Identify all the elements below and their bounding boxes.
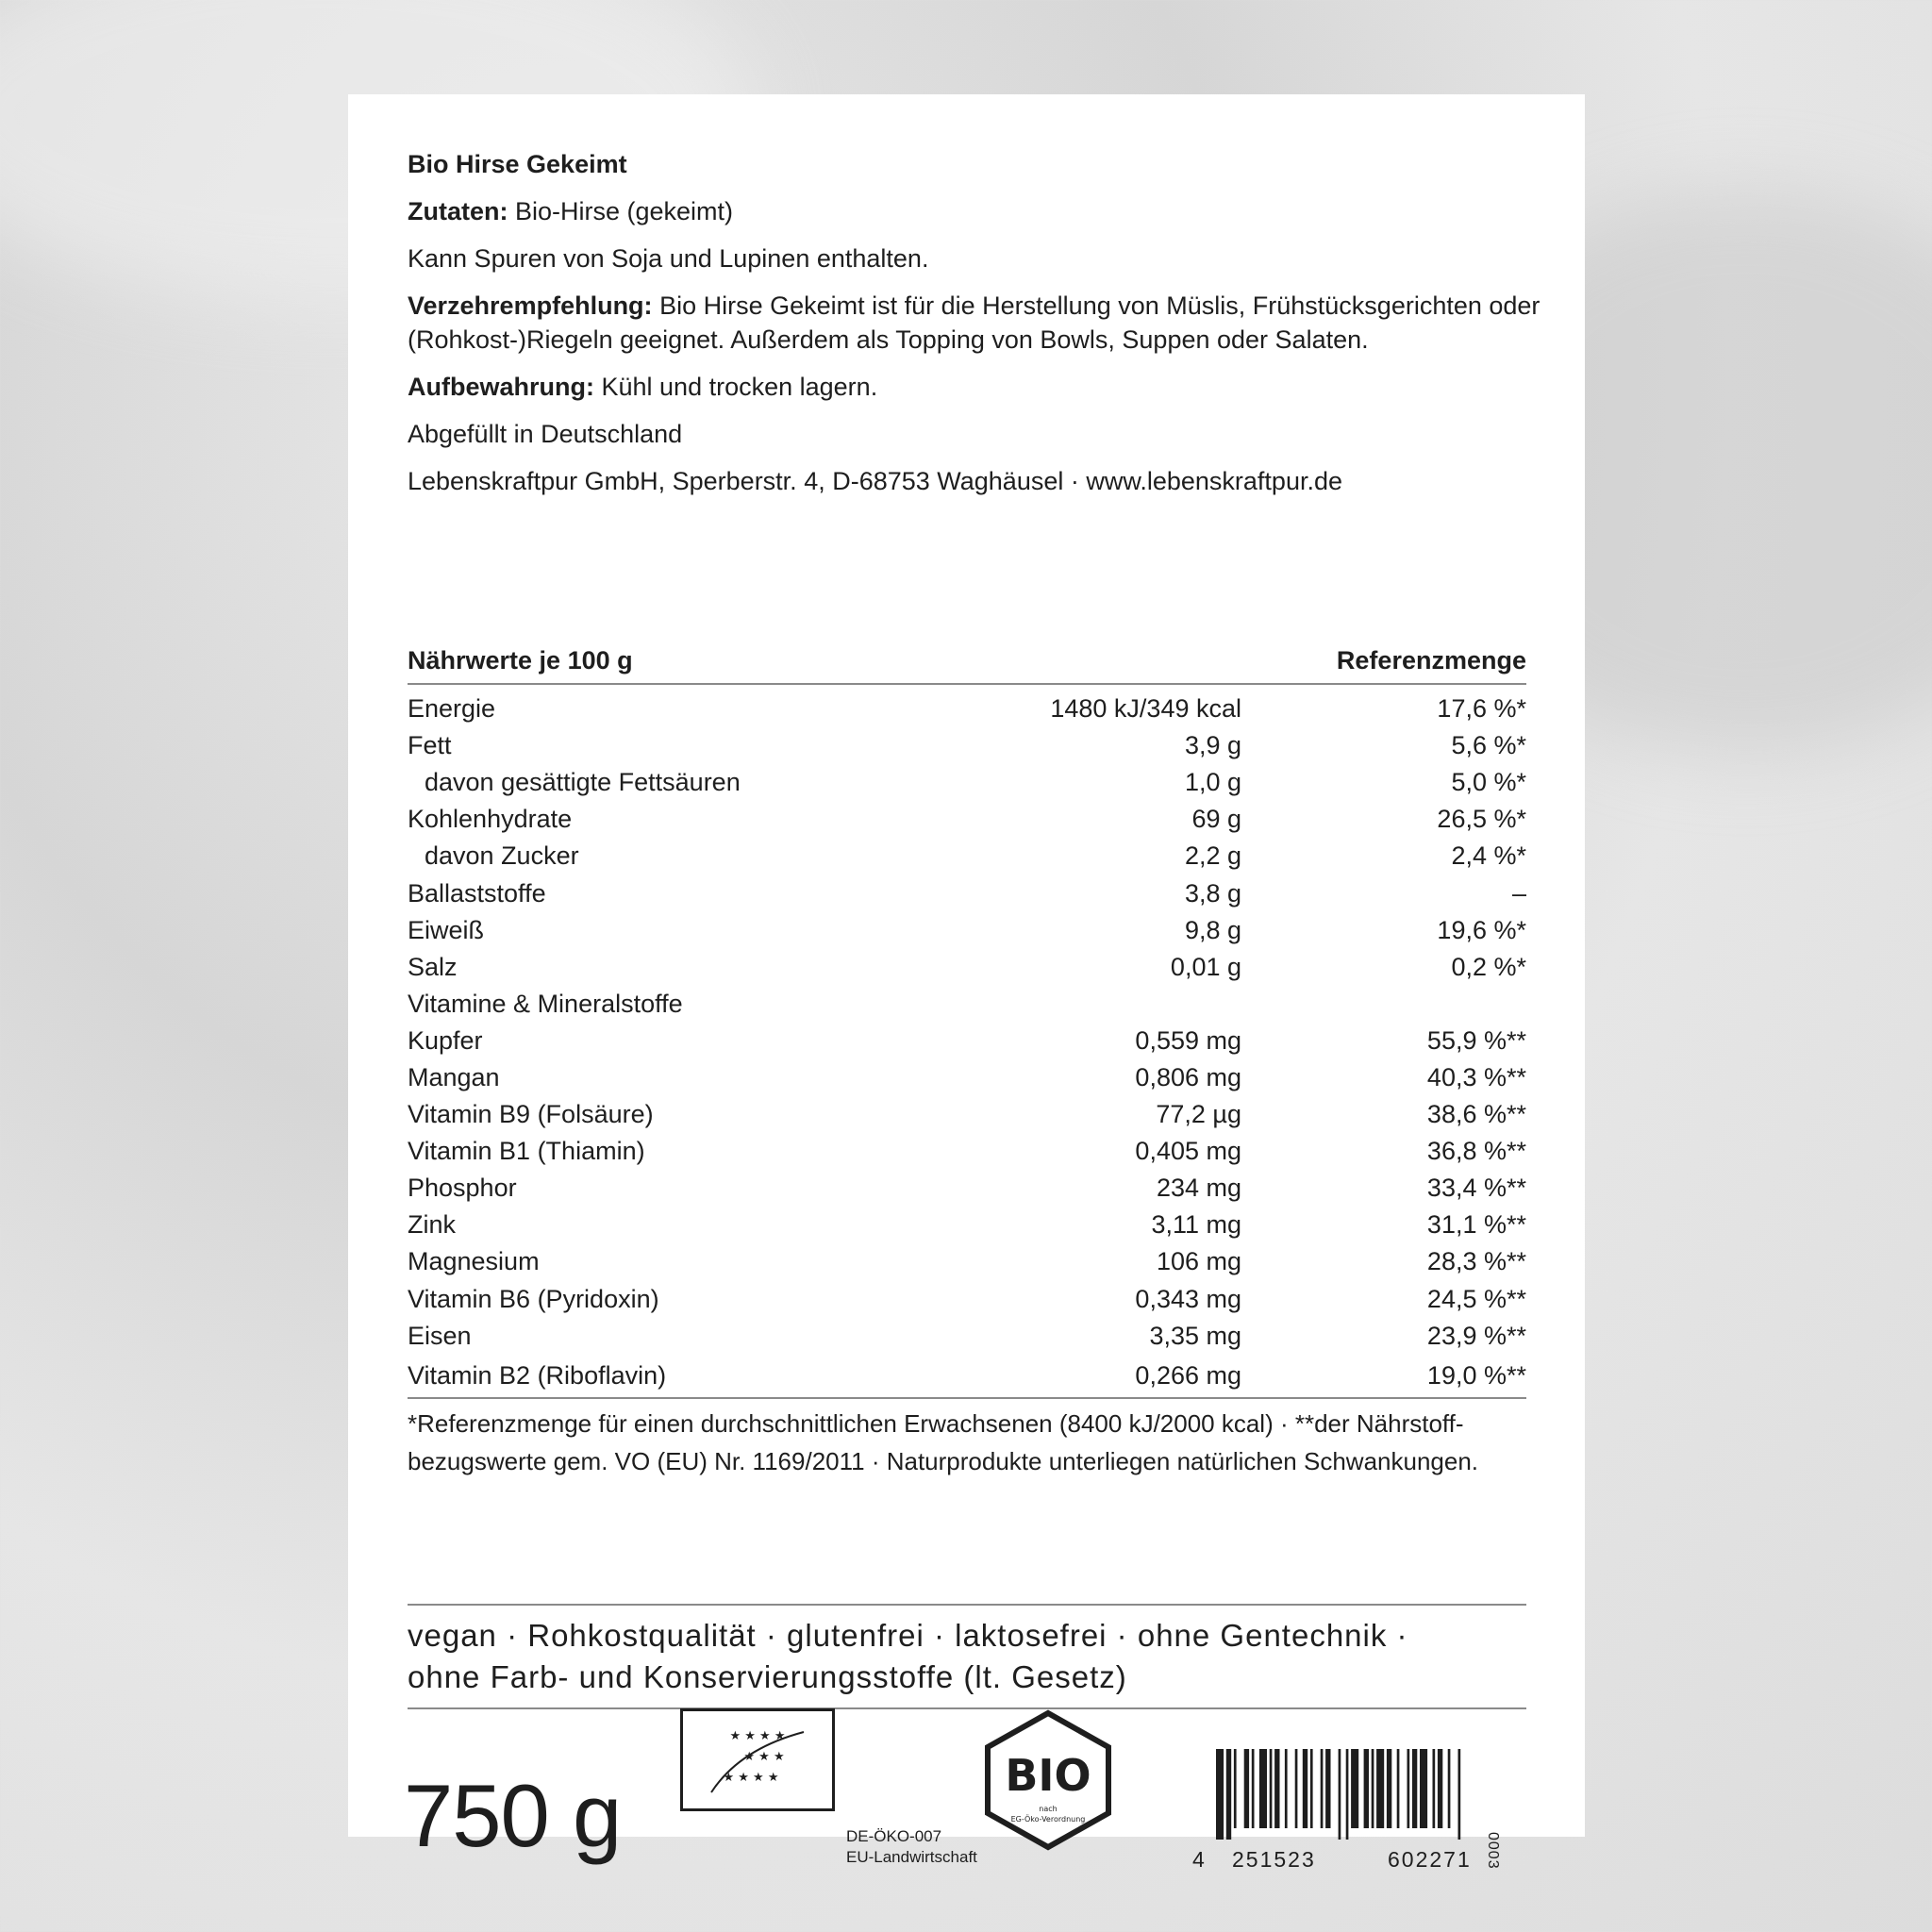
eu-organic-code: DE-ÖKO-007 — [846, 1827, 942, 1845]
nutrition-row — [408, 912, 1526, 949]
net-weight: 750 g — [404, 1766, 622, 1865]
nutrient-reference: 38,6 %** — [1426, 1100, 1526, 1129]
barcode-digits-group-2: 602271 — [1388, 1847, 1472, 1872]
nutrition-table — [408, 634, 1526, 1480]
barcode-bar — [1270, 1749, 1273, 1828]
nutrient-group-heading: Vitamine & Mineralstoffe — [408, 989, 683, 1018]
nutrition-row — [408, 1355, 1526, 1397]
nutrition-row — [408, 1096, 1526, 1133]
nutrient-reference: 26,5 %* — [1437, 805, 1526, 834]
barcode-bar — [1321, 1749, 1324, 1828]
barcode-bar — [1285, 1749, 1288, 1828]
nutrition-header-right: Referenzmenge — [1336, 646, 1526, 675]
footnote-line-1: *Referenzmenge für einen durchschnittlichen Erwachsenen (8400 kJ/2000 kcal) · **der Nährstoff- — [408, 1408, 1464, 1438]
nutrition-row — [408, 1170, 1526, 1207]
barcode-bar — [1234, 1749, 1237, 1828]
nutrient-name: Kupfer — [408, 1025, 483, 1055]
barcode-bar — [1295, 1749, 1298, 1828]
nutrient-amount: 0,266 mg — [1135, 1360, 1241, 1390]
nutrient-name: davon gesättigte Fettsäuren — [425, 768, 741, 797]
nutrition-row — [408, 1023, 1526, 1059]
ingredients — [408, 194, 1526, 228]
nutrient-amount: 0,806 mg — [1135, 1062, 1241, 1091]
nutrition-row — [408, 949, 1526, 986]
nutrient-amount: 3,35 mg — [1149, 1321, 1241, 1350]
barcode-bar — [1274, 1749, 1279, 1828]
nutrient-name: Salz — [408, 952, 458, 981]
bio-seal-icon — [982, 1709, 1114, 1851]
nutrient-name: Zink — [408, 1210, 457, 1240]
barcode-bar — [1339, 1749, 1341, 1840]
nutrient-reference: 23,9 %** — [1426, 1321, 1526, 1350]
barcode-bar — [1310, 1749, 1313, 1828]
barcode-bar — [1397, 1749, 1400, 1828]
eu-organic-text — [846, 1826, 977, 1868]
recommendation — [408, 289, 1541, 323]
bio-seal-sub-2: EG-Öko-Verordnung — [1010, 1815, 1086, 1824]
nutrient-reference: 31,1 %** — [1426, 1210, 1526, 1240]
nutrition-row — [408, 1281, 1526, 1318]
nutrient-reference: 19,6 %* — [1437, 915, 1526, 944]
svg-text:★ ★ ★ ★: ★ ★ ★ ★ — [723, 1771, 779, 1785]
nutrient-name: Energie — [408, 694, 496, 724]
nutrient-name: Ballaststoffe — [408, 878, 546, 908]
ingredients-label: Zutaten: — [408, 197, 508, 225]
product-claims — [408, 1604, 1526, 1709]
barcode-bar — [1387, 1749, 1391, 1828]
nutrition-row — [408, 1133, 1526, 1170]
storage-text: Kühl und trocken lagern. — [601, 373, 878, 401]
nutrition-row — [408, 691, 1526, 727]
barcode-bar — [1448, 1749, 1451, 1828]
nutrient-amount: 1480 kJ/349 kcal — [1050, 694, 1241, 724]
nutrient-reference: 28,3 %** — [1426, 1247, 1526, 1276]
eu-organic-origin: EU-Landwirtschaft — [846, 1848, 977, 1866]
nutrient-name: Kohlenhydrate — [408, 805, 573, 834]
barcode-bar — [1244, 1749, 1249, 1828]
nutrient-reference: 36,8 %** — [1426, 1137, 1526, 1166]
ingredients-text: Bio-Hirse (gekeimt) — [515, 197, 734, 225]
barcode-bar — [1351, 1749, 1358, 1828]
nutrition-row — [408, 1243, 1526, 1280]
nutrient-name: Vitamin B1 (Thiamin) — [408, 1137, 645, 1166]
nutrient-name: Phosphor — [408, 1174, 517, 1203]
nutrient-reference: 2,4 %* — [1451, 841, 1526, 871]
svg-text:★ ★ ★: ★ ★ ★ — [743, 1750, 785, 1764]
barcode-bar — [1226, 1749, 1231, 1840]
nutrient-name: Eisen — [408, 1321, 472, 1350]
barcode-bar — [1458, 1749, 1461, 1840]
barcode-bar — [1252, 1749, 1255, 1828]
recommendation-label: Verzehrempfehlung: — [408, 291, 653, 320]
barcode-bar — [1420, 1749, 1427, 1828]
barcode-side-number: 0003 — [1485, 1832, 1501, 1870]
barcode-bar — [1433, 1749, 1436, 1828]
nutrition-row — [408, 801, 1526, 838]
nutrient-reference: 0,2 %* — [1451, 952, 1526, 981]
nutrient-amount: 0,405 mg — [1135, 1137, 1241, 1166]
nutrition-row — [408, 1207, 1526, 1243]
nutrient-reference: 5,0 %* — [1451, 768, 1526, 797]
recommendation-line-1: Bio Hirse Gekeimt ist für die Herstellung von Müslis, Frühstücksgerichten oder — [659, 291, 1541, 320]
nutrient-name: Vitamin B9 (Folsäure) — [408, 1100, 654, 1129]
nutrition-footnote — [408, 1397, 1526, 1480]
nutrient-amount: 0,01 g — [1170, 952, 1241, 981]
nutrient-reference: 5,6 %* — [1451, 731, 1526, 760]
nutrient-amount: 2,2 g — [1184, 841, 1241, 871]
nutrient-reference: 19,0 %** — [1426, 1360, 1526, 1390]
nutrient-name: Mangan — [408, 1062, 500, 1091]
nutrient-name: davon Zucker — [425, 841, 579, 871]
claims-line-1: vegan · Rohkostqualität · glutenfrei · laktosefrei · ohne Gentechnik · — [408, 1618, 1408, 1653]
claims-line-2: ohne Farb- und Konservierungsstoffe (lt. Gesetz) — [408, 1659, 1127, 1694]
barcode-bar — [1372, 1749, 1374, 1828]
barcode-bar — [1412, 1749, 1417, 1828]
company-address: Lebenskraftpur GmbH, Sperberstr. 4, D-68753 Waghäusel · www.lebenskraftpur.de — [408, 467, 1342, 495]
nutrition-row — [408, 764, 1526, 801]
nutrition-row — [408, 727, 1526, 764]
footnote-line-2: bezugswerte gem. VO (EU) Nr. 1169/2011 · Naturprodukte unterliegen natürlichen Schwankungen. — [408, 1446, 1479, 1475]
nutrition-row — [408, 1318, 1526, 1355]
storage — [408, 370, 1526, 404]
nutrient-amount: 106 mg — [1156, 1247, 1241, 1276]
recommendation-line-2: (Rohkost-)Riegeln geeignet. Außerdem als Topping von Bowls, Suppen oder Salaten. — [408, 325, 1369, 354]
nutrient-amount: 234 mg — [1156, 1174, 1241, 1203]
nutrient-name: Eiweiß — [408, 915, 485, 944]
svg-text:★ ★ ★ ★: ★ ★ ★ ★ — [729, 1729, 786, 1743]
nutrient-amount: 9,8 g — [1184, 915, 1241, 944]
nutrient-reference: – — [1511, 878, 1526, 908]
nutrient-amount: 3,8 g — [1184, 878, 1241, 908]
nutrient-reference: 33,4 %** — [1426, 1174, 1526, 1203]
barcode-digit-first: 4 — [1192, 1847, 1207, 1872]
nutrient-amount: 3,11 mg — [1151, 1210, 1241, 1240]
barcode-bar — [1376, 1749, 1384, 1828]
nutrient-name: Fett — [408, 731, 452, 760]
barcode-bar — [1346, 1749, 1349, 1840]
nutrition-header-left: Nährwerte je 100 g — [408, 646, 633, 675]
nutrition-header — [408, 634, 1526, 685]
nutrient-amount: 3,9 g — [1184, 731, 1241, 760]
nutrient-amount: 69 g — [1191, 805, 1241, 834]
nutrient-name: Vitamin B2 (Riboflavin) — [408, 1360, 667, 1390]
barcode-bar — [1325, 1749, 1330, 1828]
nutrient-amount: 77,2 µg — [1156, 1100, 1241, 1129]
barcode-bar — [1364, 1749, 1369, 1828]
nutrition-row — [408, 986, 1526, 1023]
barcode — [1216, 1749, 1527, 1840]
bio-seal-word: BIO — [1005, 1750, 1091, 1801]
nutrient-name: Vitamin B6 (Pyridoxin) — [408, 1284, 659, 1313]
nutrient-reference: 24,5 %** — [1426, 1284, 1526, 1313]
nutrition-rows — [408, 691, 1526, 1397]
barcode-bar — [1303, 1749, 1307, 1828]
storage-label: Aufbewahrung: — [408, 373, 594, 401]
barcode-bar — [1407, 1749, 1410, 1828]
nutrient-amount: 1,0 g — [1184, 768, 1241, 797]
barcode-bar — [1216, 1749, 1224, 1840]
allergen-note: Kann Spuren von Soja und Lupinen enthalten. — [408, 244, 929, 273]
nutrient-name: Magnesium — [408, 1247, 540, 1276]
eu-organic-leaf-icon — [680, 1708, 835, 1811]
nutrition-row — [408, 1059, 1526, 1096]
nutrient-amount: 0,343 mg — [1135, 1284, 1241, 1313]
nutrient-reference: 55,9 %** — [1426, 1025, 1526, 1055]
nutrient-reference: 40,3 %** — [1426, 1062, 1526, 1091]
barcode-bar — [1438, 1749, 1442, 1828]
nutrition-row — [408, 838, 1526, 874]
nutrient-amount: 0,559 mg — [1135, 1025, 1241, 1055]
nutrient-reference: 17,6 %* — [1437, 694, 1526, 724]
product-title: Bio Hirse Gekeimt — [408, 150, 627, 178]
bio-seal-sub-1: nach — [1039, 1805, 1058, 1813]
barcode-digits-group-1: 251523 — [1232, 1847, 1316, 1872]
barcode-bar — [1259, 1749, 1267, 1828]
origin: Abgefüllt in Deutschland — [408, 420, 683, 448]
product-label — [348, 94, 1585, 1872]
product-info — [408, 147, 1541, 511]
nutrition-row — [408, 874, 1526, 911]
